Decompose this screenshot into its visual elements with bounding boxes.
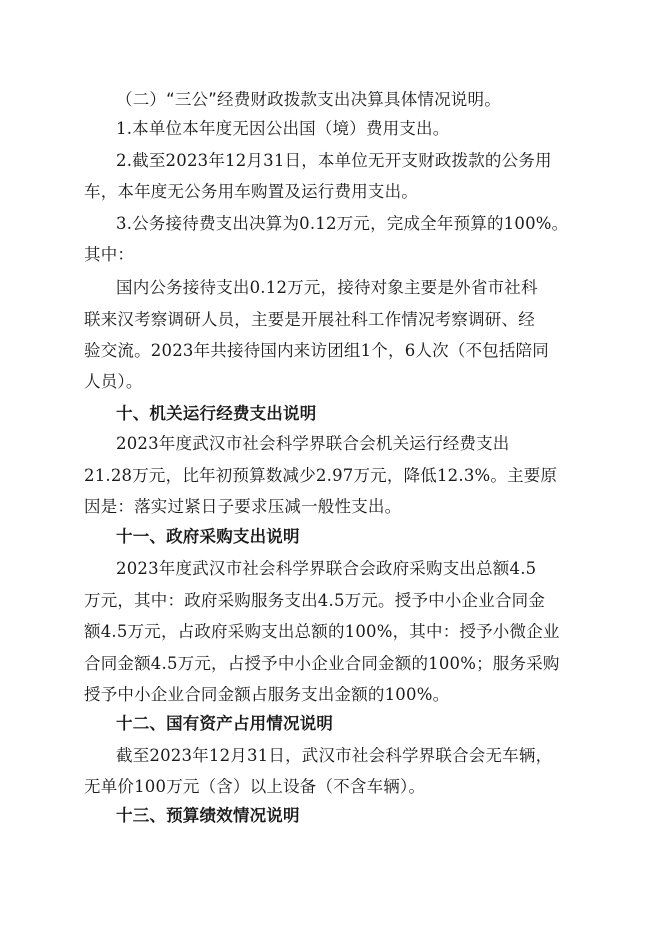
paragraph-line: 人员）。 — [84, 372, 143, 391]
paragraph-line: 21.28万元，比年初预算数减少2.97万元，降低12.3%。主要原 — [84, 466, 558, 485]
section-heading: 十三、预算绩效情况说明 — [116, 806, 300, 825]
paragraph-line: 车，本年度无公务用车购置及运行费用支出。 — [84, 182, 418, 201]
paragraph-line: 2.截至2023年12月31日，本单位无开支财政拨款的公务用 — [116, 151, 552, 170]
paragraph-line: 截至2023年12月31日，武汉市社会科学界联合会无车辆， — [116, 746, 553, 765]
paragraph-line: 联来汉考察调研人员，主要是开展社科工作情况考察调研、经 — [84, 310, 535, 329]
paragraph-line: 1.本单位本年度无因公出国（境）费用支出。 — [116, 119, 450, 138]
paragraph-line: 万元，其中：政府采购服务支出4.5万元。授予中小企业合同金 — [84, 591, 546, 610]
section-heading: 十一、政府采购支出说明 — [116, 527, 300, 546]
paragraph-line: 其中： — [84, 245, 135, 264]
paragraph-line: 3.公务接待费支出决算为0.12万元，完成全年预算的100%。 — [116, 214, 569, 233]
section-heading: 十、机关运行经费支出说明 — [116, 404, 317, 423]
paragraph-line: 验交流。2023年共接待国内来访团组1个，6人次（不包括陪同 — [84, 341, 549, 360]
paragraph-line: 合同金额4.5万元，占授予中小企业合同金额的100%；服务采购 — [84, 654, 560, 673]
paragraph-line: 授予中小企业合同金额占服务支出金额的100%。 — [84, 685, 450, 704]
paragraph-line: 因是：落实过紧日子要求压减一般性支出。 — [84, 497, 402, 516]
section-heading: 十二、国有资产占用情况说明 — [116, 714, 334, 733]
section-subheading: （二）“三公”经费财政拨款支出决算具体情况说明。 — [116, 90, 501, 109]
paragraph-line: 额4.5万元，占政府采购支出总额的100%，其中：授予小微企业 — [84, 622, 560, 641]
paragraph-line: 2023年度武汉市社会科学界联合会政府采购支出总额4.5 — [116, 559, 537, 578]
paragraph-line: 2023年度武汉市社会科学界联合会机关运行经费支出 — [116, 434, 510, 453]
paragraph-line: 无单价100万元（含）以上设备（不含车辆）。 — [84, 777, 426, 796]
paragraph-line: 国内公务接待支出0.12万元，接待对象主要是外省市社科 — [116, 278, 538, 297]
